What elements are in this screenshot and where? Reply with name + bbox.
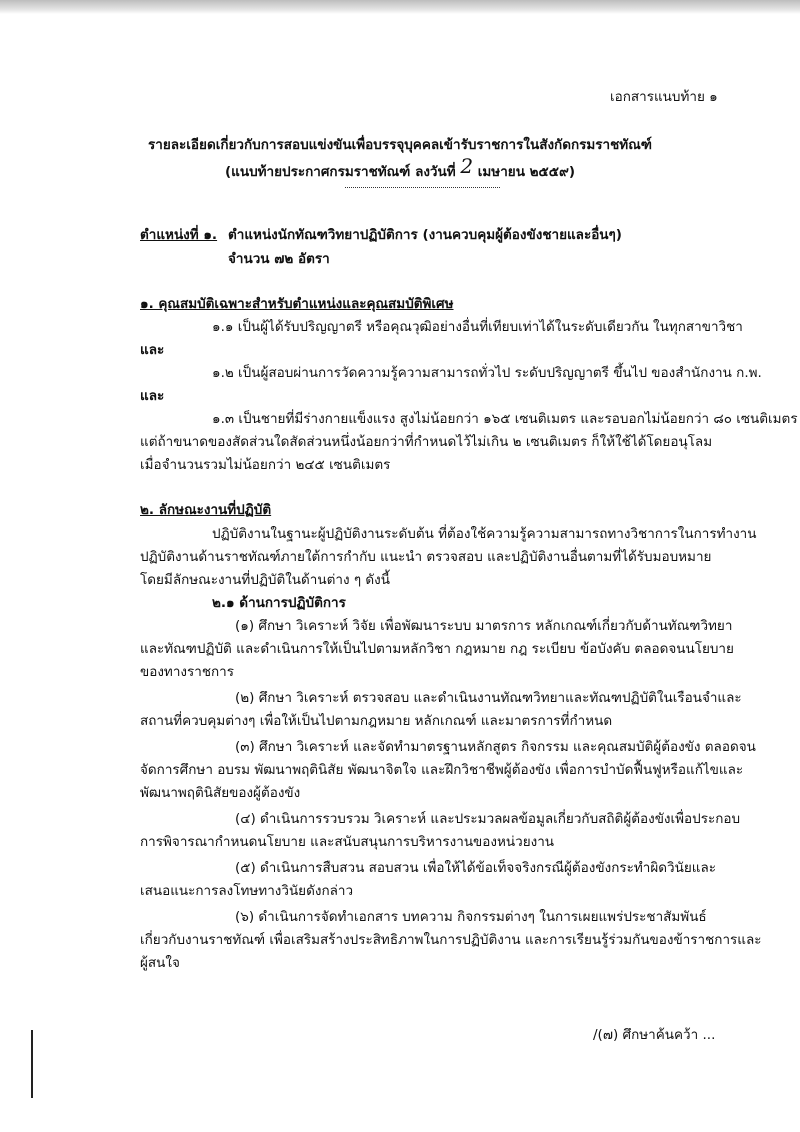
position-label: ตำแหน่งที่ ๑. bbox=[140, 227, 218, 243]
task3-line2: จัดการศึกษา อบรม พัฒนาพฤตินิสัย พัฒนาจิตใจ และฝึกวิชาชีพผู้ต้องขัง เพื่อการบำบัดฟื้นฟูหรือแก้ไขและ bbox=[140, 762, 744, 778]
task4-line2: การพิจารณากำหนดนโยบาย และสนับสนุนการบริหารงานของหน่วยงาน bbox=[140, 834, 555, 850]
task4-line1: (๔) ดำเนินการรวบรวม วิเคราะห์ และประมวลผลข้อมูลเกี่ยวกับสถิติผู้ต้องขังเพื่อประกอบ bbox=[235, 811, 741, 827]
section1-item3-line1: ๑.๓ เป็นชายที่มีร่างกายแข็งแรง สูงไม่น้อยกว่า ๑๖๕ เซนติเมตร และรอบอกไม่น้อยกว่า ๘๐ เซนติเมตร bbox=[212, 411, 798, 427]
doc-subtitle bbox=[0, 154, 800, 181]
task6-line1: (๖) ดำเนินการจัดทำเอกสาร บทความ กิจกรรมต่างๆ ในการเผยแพร่ประชาสัมพันธ์ bbox=[235, 909, 707, 925]
section1-and2: และ bbox=[140, 388, 165, 404]
position-count: จำนวน ๗๒ อัตรา bbox=[228, 251, 330, 267]
task2-line2: สถานที่ควบคุมต่างๆ เพื่อให้เป็นไปตามกฎหมาย หลักเกณฑ์ และมาตรการที่กำหนด bbox=[140, 713, 613, 729]
section1-and1: และ bbox=[140, 342, 165, 358]
task6-line3: ผู้สนใจ bbox=[140, 955, 180, 971]
section1-item2: ๑.๒ เป็นผู้สอบผ่านการวัดความรู้ความสามารถทั่วไป ระดับปริญญาตรี ขึ้นไป ของสำนักงาน ก.พ. bbox=[212, 365, 762, 381]
doc-title: รายละเอียดเกี่ยวกับการสอบแข่งขันเพื่อบรรจุบุคคลเข้ารับราชการในสังกัดกรมราชทัณฑ์ bbox=[148, 137, 652, 153]
task2-line1: (๒) ศึกษา วิเคราะห์ ตรวจสอบ และดำเนินงานทัณฑวิทยาและทัณฑปฏิบัติในเรือนจำและ bbox=[235, 690, 742, 706]
task6-line2: เกี่ยวกับงานราชทัณฑ์ เพื่อเสริมสร้างประสิทธิภาพในการปฏิบัติงาน และการเรียนรู้ร่วมกันของข้าราชการและ bbox=[140, 932, 762, 948]
section1-item1: ๑.๑ เป็นผู้ได้รับปริญญาตรี หรือคุณวุฒิอย่างอื่นที่เทียบเท่าได้ในระดับเดียวกัน ในทุกสาขาวิชา bbox=[212, 319, 743, 335]
scan-margin-mark bbox=[31, 1030, 33, 1098]
task3-line1: (๓) ศึกษา วิเคราะห์ และจัดทำมาตรฐานหลักสูตร กิจกรรม และคุณสมบัติผู้ต้องขัง ตลอดจน bbox=[235, 739, 756, 755]
continued-note: /(๗) ศึกษาค้นคว้า ... bbox=[593, 1027, 716, 1043]
section2-intro-line2: ปฏิบัติงานด้านราชทัณฑ์ภายใต้การกำกับ แนะนำ ตรวจสอบ และปฏิบัติงานอื่นตามที่ได้รับมอบหมาย bbox=[140, 549, 712, 565]
section1-item3-line3: เมื่อจำนวนรวมไม่น้อยกว่า ๒๔๕ เซนติเมตร bbox=[140, 457, 391, 473]
section1-heading: ๑. คุณสมบัติเฉพาะสำหรับตำแหน่งและคุณสมบัติพิเศษ bbox=[140, 296, 454, 312]
section2-intro-line1: ปฏิบัติงานในฐานะผู้ปฏิบัติงานระดับต้น ที่ต้องใช้ความรู้ความสามารถทางวิชาการในการทำงาน bbox=[212, 526, 757, 542]
subsection-heading: ๒.๑ ด้านการปฏิบัติการ bbox=[212, 595, 346, 611]
task1-line1: (๑) ศึกษา วิเคราะห์ วิจัย เพื่อพัฒนาระบบ มาตรการ หลักเกณฑ์เกี่ยวกับด้านทัณฑวิทยา bbox=[235, 618, 733, 634]
subtitle-after: เมษายน ๒๕๕๙) bbox=[477, 164, 576, 180]
task1-line3: ของทางราชการ bbox=[140, 664, 234, 680]
handwritten-day: 2 bbox=[460, 154, 474, 178]
scan-top-edge bbox=[0, 0, 800, 14]
title-divider bbox=[345, 187, 500, 188]
task3-line3: พัฒนาพฤตินิสัยของผู้ต้องขัง bbox=[140, 785, 301, 801]
task1-line2: และทัณฑปฏิบัติ และดำเนินการให้เป็นไปตามหลักวิชา กฎหมาย กฎ ระเบียบ ข้อบังคับ ตลอดจนนโยบาย bbox=[140, 641, 734, 657]
section2-heading: ๒. ลักษณะงานที่ปฏิบัติ bbox=[140, 502, 272, 518]
position-name: ตำแหน่งนักทัณฑวิทยาปฏิบัติการ (งานควบคุมผู้ต้องขังชายและอื่นๆ) bbox=[228, 227, 622, 243]
section1-item3-line2: แต่ถ้าขนาดของสัดส่วนใดสัดส่วนหนึ่งน้อยกว่าที่กำหนดไว้ไม่เกิน ๒ เซนติเมตร ก็ให้ใช้ได้โดยอนุโลม bbox=[140, 434, 713, 450]
task5-line1: (๕) ดำเนินการสืบสวน สอบสวน เพื่อให้ได้ข้อเท็จจริงกรณีผู้ต้องขังกระทำผิดวินัยและ bbox=[235, 860, 716, 876]
task5-line2: เสนอแนะการลงโทษทางวินัยดังกล่าว bbox=[140, 883, 354, 899]
attachment-label: เอกสารแนบท้าย ๑ bbox=[610, 89, 718, 105]
subtitle-before: (แนบท้ายประกาศกรมราชทัณฑ์ ลงวันที่ bbox=[224, 164, 456, 180]
section2-intro-line3: โดยมีลักษณะงานที่ปฏิบัติในด้านต่าง ๆ ดังนี้ bbox=[140, 572, 390, 588]
